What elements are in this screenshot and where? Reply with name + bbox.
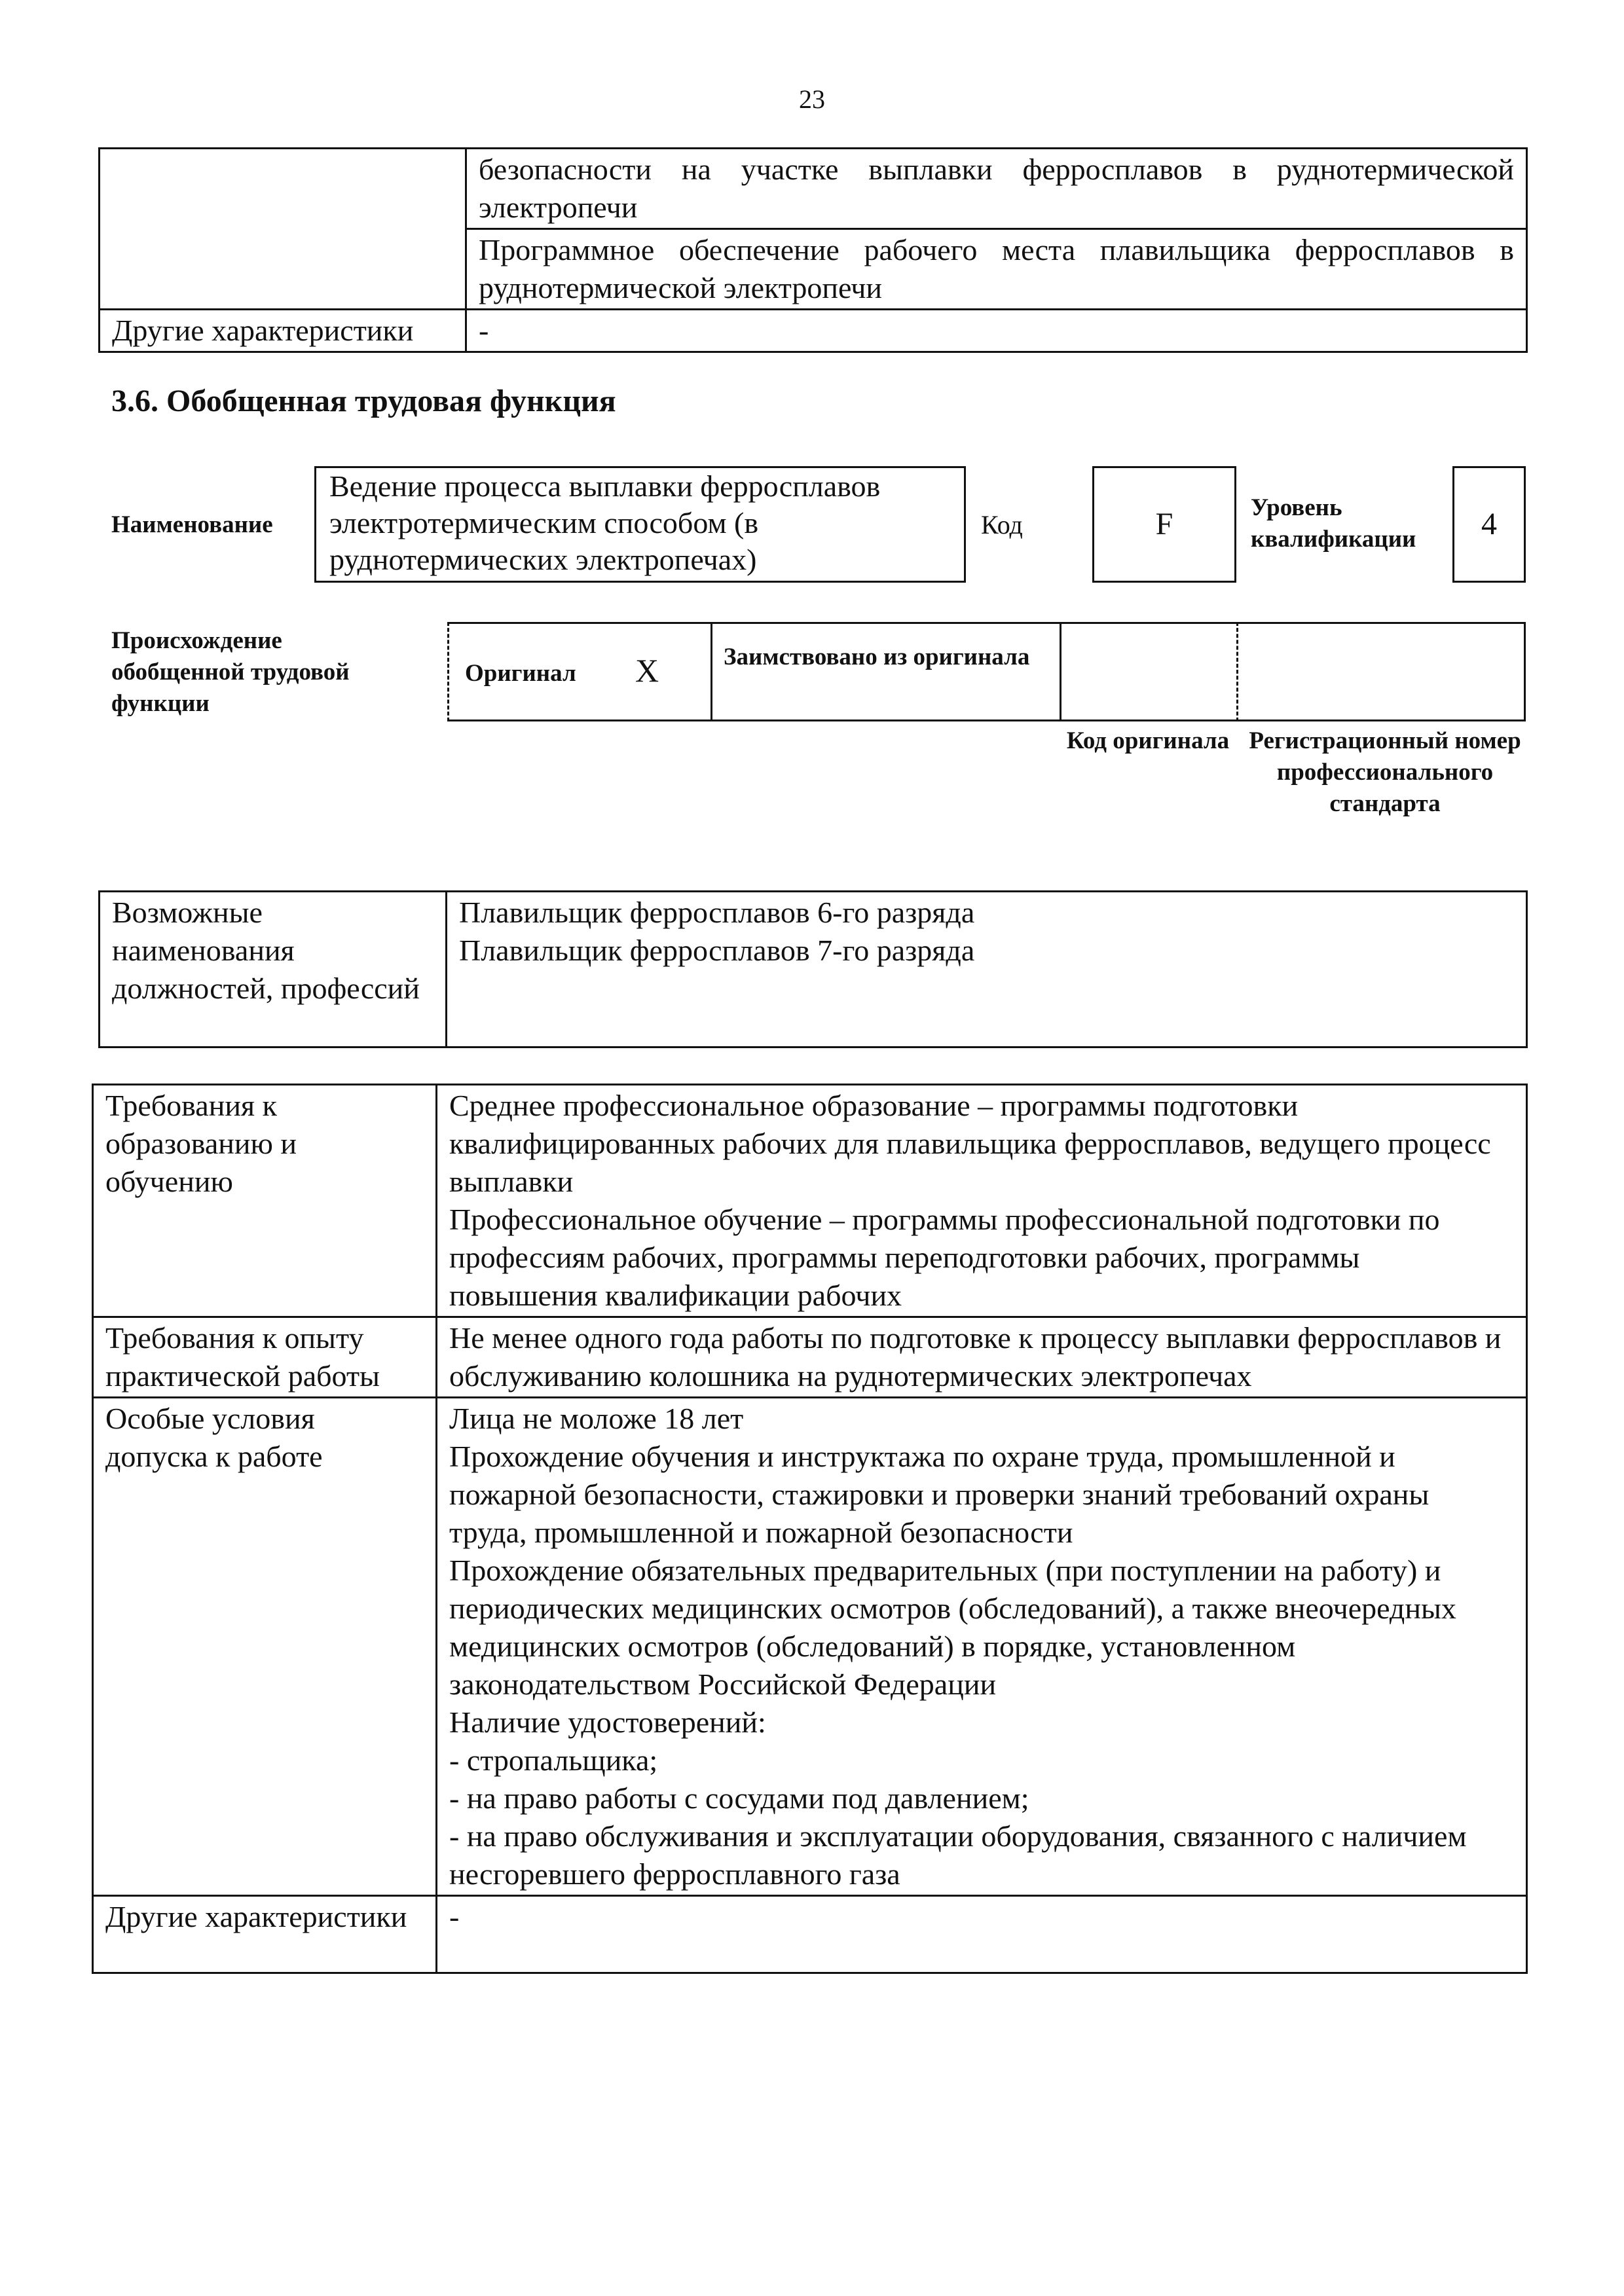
education-value: Среднее профессиональное образование – программы подготовки квалифицированных рабочих для плавильщика ферросплавов, ведущего процесс выплавки Профессиональное обучение – программы профессиональной подготовки по профессиям рабочих, программы переподготовки рабочих, программы повышения квалификации рабочих [437, 1085, 1527, 1317]
experience-value: Не менее одного года работы по подготовке к процессу выплавки ферросплавов и обслуживанию колошника на руднотермических электропечах [437, 1317, 1527, 1398]
table-row [93, 1085, 1527, 1317]
top-row1-text: безопасности на участке выплавки ферросплавов в руднотермической электропечи [466, 149, 1527, 229]
section-title: 3.6. Обобщенная трудовая функция [111, 384, 616, 418]
level-value: 4 [1452, 466, 1526, 583]
positions-table [98, 890, 1528, 1048]
level-label: Уровень квалификации [1251, 494, 1416, 553]
conditions-label: Особые условия допуска к работе [93, 1398, 437, 1896]
code-label: Код [981, 510, 1023, 539]
table-row [93, 1398, 1527, 1896]
page-number: 23 [799, 84, 825, 114]
table-row [93, 1317, 1527, 1398]
requirements-table [92, 1084, 1528, 1974]
table-row [93, 1896, 1527, 1973]
position-item: Плавильщик ферросплавов 6-го разряда [459, 896, 975, 929]
positions-label: Возможные наименования должностей, профессий [100, 892, 447, 1048]
code-value: F [1092, 466, 1236, 583]
original-label: Оригинал [465, 660, 576, 687]
education-label: Требования к образованию и обучению [93, 1085, 437, 1317]
table-row [100, 310, 1527, 352]
experience-label: Требования к опыту практической работы [93, 1317, 437, 1398]
table-row [100, 892, 1527, 1048]
other-characteristics-value: - [466, 310, 1527, 352]
position-item: Плавильщик ферросплавов 7-го разряда [459, 934, 975, 967]
other-characteristics-label: Другие характеристики [100, 310, 466, 352]
positions-values [447, 892, 1527, 1048]
name-value: Ведение процесса выплавки ферросплавов электротермическим способом (в руднотермических электропечах) [314, 466, 966, 583]
original-mark: X [635, 652, 659, 689]
name-label: Наименование [111, 511, 273, 538]
conditions-value: Лица не моложе 18 лет Прохождение обучения и инструктажа по охране труда, промышленной и пожарной безопасности, стажировки и проверки знаний требований охраны труда, промышленной и пожарной безопасности Прохождение обязательных предварительных (при поступлении на работу) и периодических медицинских осмотров (обследований), а также внеочередных медицинских осмотров (обследований) в порядке, установленном законодательством Российской Федерации Наличие удостоверений: - стропальщика; - на право работы с сосудами под давлением; - на право обслуживания и эксплуатации оборудования, связанного с наличием несгоревшего ферросплавного газа [437, 1398, 1527, 1896]
other-value: - [437, 1896, 1527, 1973]
code-caption: Код оригинала [1066, 727, 1230, 754]
other-label: Другие характеристики [93, 1896, 437, 1973]
borrowed-label: Заимствовано из оригинала [724, 644, 1030, 670]
top-row2-text: Программное обеспечение рабочего места плавильщика ферросплавов в руднотермической электропечи [466, 229, 1527, 310]
reg-number-caption: Регистрационный номер профессионального стандарта [1249, 727, 1521, 817]
table-row [100, 149, 1527, 229]
origin-label: Происхождение обобщенной трудовой функции [111, 627, 350, 717]
top-table [98, 147, 1528, 353]
table-row [100, 229, 1527, 310]
